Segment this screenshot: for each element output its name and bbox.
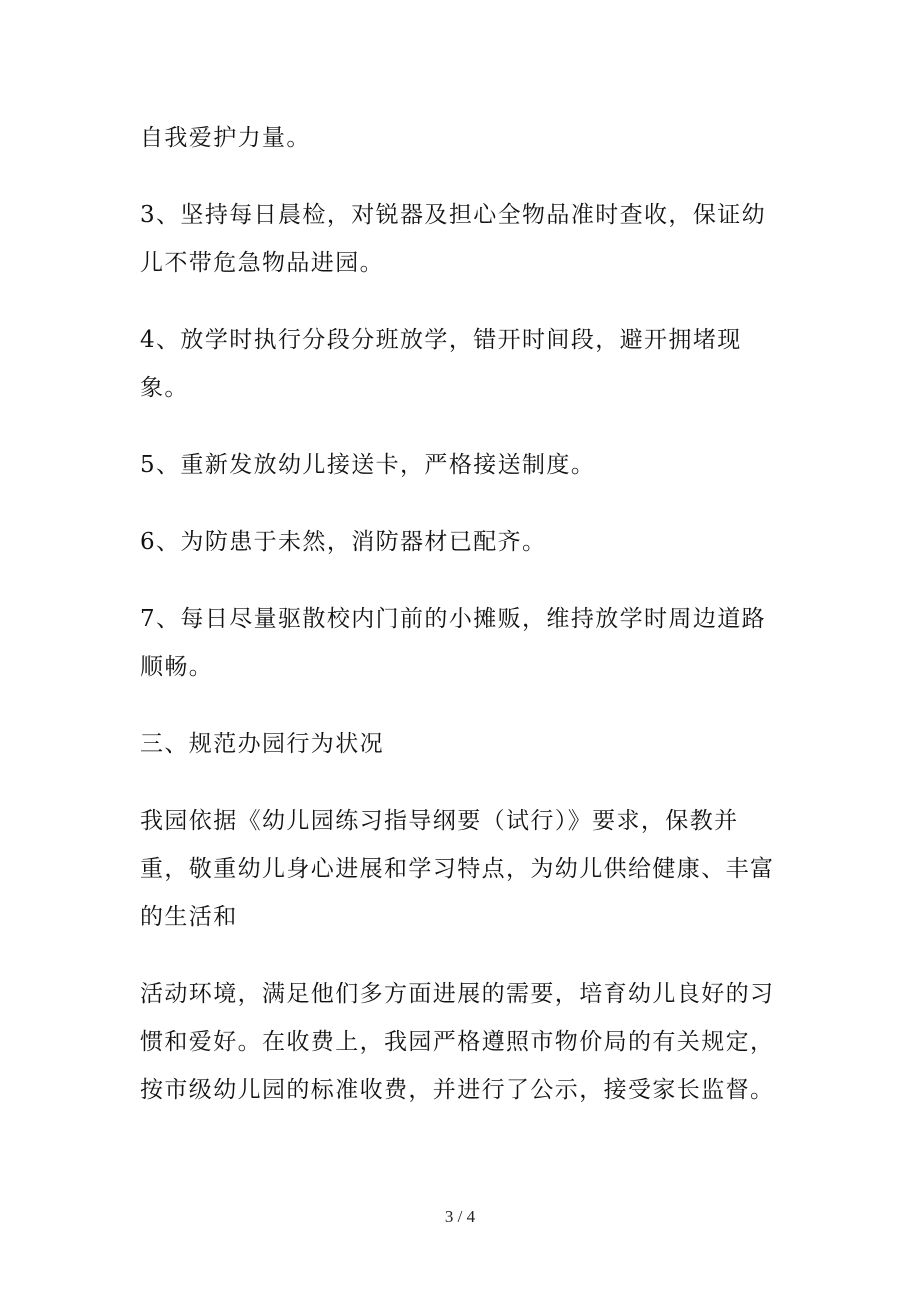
- paragraph-gap: [140, 287, 780, 316]
- paragraph-gap: [140, 412, 780, 441]
- paragraph-gap: [140, 162, 780, 191]
- paragraph-gap: [140, 691, 780, 720]
- page-number: 3 / 4: [444, 1207, 476, 1226]
- paragraph-gap: [140, 941, 780, 970]
- paragraph-gap: [140, 489, 780, 518]
- paragraph-environment-fees: 活动环境，满足他们多方面进展的需要，培育幼儿良好的习惯和爱好。在收费上，我园严格遵照市物价局的有关规定，按市级幼儿园的标准收费，并进行了公示，接受家长监督。: [140, 981, 775, 1103]
- paragraph-guidelines: 我园依据《幼儿园练习指导纲要（试行）》要求，保教并重，敬重幼儿身心进展和学习特点，为幼儿供给健康、丰富的生活和: [140, 808, 775, 930]
- paragraph-item-7: 7、每日尽量驱散校内门前的小摊贩，维持放学时周边道路顺畅。: [140, 606, 767, 680]
- paragraph-self-protection: 自我爱护力量。: [140, 125, 311, 151]
- document-body: [140, 114, 780, 1114]
- paragraph-gap: [140, 768, 780, 797]
- paragraph-item-5: 5、重新发放幼儿接送卡，严格接送制度。: [140, 452, 596, 478]
- paragraph-item-3: 3、坚持每日晨检，对锐器及担心全物品准时查收，保证幼儿不带危急物品进园。: [140, 202, 767, 276]
- paragraph-item-4: 4、放学时执行分段分班放学，错开时间段，避开拥堵现象。: [140, 327, 742, 401]
- paragraph-item-6: 6、为防患于未然，消防器材已配齐。: [140, 529, 547, 555]
- section-heading: 三、规范办园行为状况: [140, 731, 384, 757]
- paragraph-gap: [140, 566, 780, 595]
